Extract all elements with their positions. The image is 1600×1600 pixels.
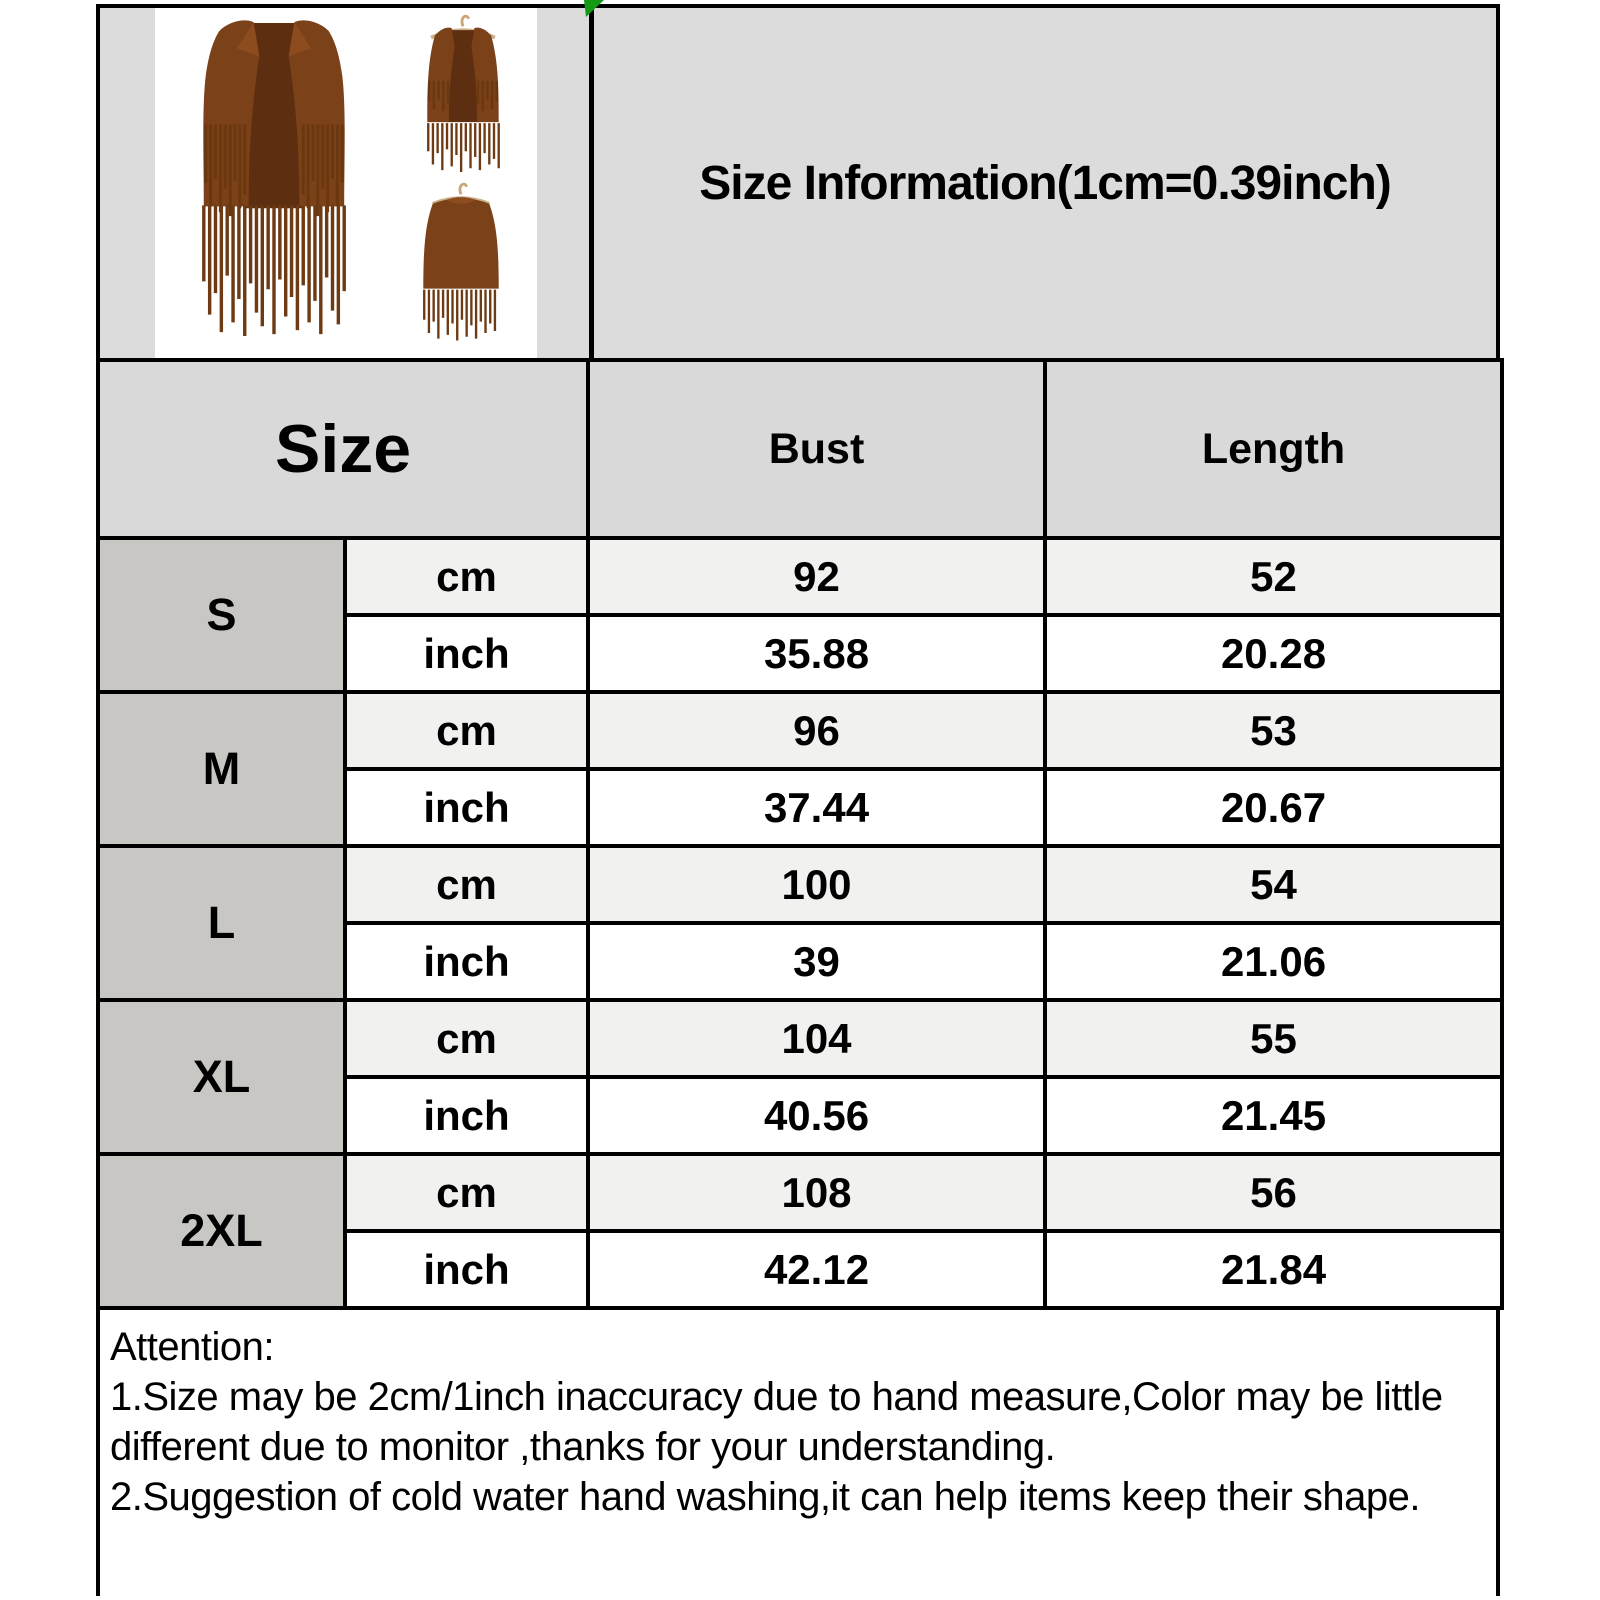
cell-s-inch-length: 20.28 <box>1045 615 1502 692</box>
header-length: Length <box>1045 360 1502 538</box>
table-row-l-cm <box>98 846 1502 923</box>
cell-l-cm-length: 54 <box>1045 846 1502 923</box>
unit-cell-2xl-inch: inch <box>345 1231 588 1308</box>
cell-xl-cm-length: 55 <box>1045 1000 1502 1077</box>
unit-cell-m-inch: inch <box>345 769 588 846</box>
cell-xl-inch-length: 21.45 <box>1045 1077 1502 1154</box>
cell-xl-cm-bust: 104 <box>588 1000 1045 1077</box>
product-photos-panel <box>100 8 589 358</box>
fringe-vest-front-image <box>157 10 391 352</box>
table-row-xl-cm <box>98 1000 1502 1077</box>
fringe-vest-front-small-image <box>401 12 525 176</box>
header-bust: Bust <box>588 360 1045 538</box>
size-table <box>96 358 1504 1310</box>
cell-m-inch-bust: 37.44 <box>588 769 1045 846</box>
size-label-xl: XL <box>98 1000 345 1154</box>
cell-2xl-cm-length: 56 <box>1045 1154 1502 1231</box>
header-size: Size <box>98 360 588 538</box>
cell-l-inch-length: 21.06 <box>1045 923 1502 1000</box>
size-label-s: S <box>98 538 345 692</box>
cell-2xl-cm-bust: 108 <box>588 1154 1045 1231</box>
attention-heading: Attention: <box>110 1325 275 1369</box>
unit-cell-xl-inch: inch <box>345 1077 588 1154</box>
table-row-m-cm <box>98 692 1502 769</box>
unit-cell-l-inch: inch <box>345 923 588 1000</box>
unit-cell-xl-cm: cm <box>345 1000 588 1077</box>
size-label-2xl: 2XL <box>98 1154 345 1308</box>
unit-cell-2xl-cm: cm <box>345 1154 588 1231</box>
table-header-row <box>98 360 1502 538</box>
cell-m-cm-length: 53 <box>1045 692 1502 769</box>
attention-line-1: 1.Size may be 2cm/1inch inaccuracy due to hand measure,Color may be little <box>110 1375 1443 1419</box>
unit-cell-s-inch: inch <box>345 615 588 692</box>
cell-2xl-inch-bust: 42.12 <box>588 1231 1045 1308</box>
top-section <box>96 4 1500 358</box>
table-row-2xl-cm <box>98 1154 1502 1231</box>
cell-m-inch-length: 20.67 <box>1045 769 1502 846</box>
page-title: Size Information(1cm=0.39inch) <box>699 156 1391 210</box>
product-photo-area <box>155 8 537 358</box>
cell-s-inch-bust: 35.88 <box>588 615 1045 692</box>
unit-cell-l-cm: cm <box>345 846 588 923</box>
cell-m-cm-bust: 96 <box>588 692 1045 769</box>
attention-line-3: 2.Suggestion of cold water hand washing,it can help items keep their shape. <box>110 1475 1420 1519</box>
attention-section <box>96 1310 1500 1596</box>
attention-line-2: different due to monitor ,thanks for your understanding. <box>110 1425 1056 1469</box>
unit-cell-s-cm: cm <box>345 538 588 615</box>
cell-l-inch-bust: 39 <box>588 923 1045 1000</box>
table-row-s-cm <box>98 538 1502 615</box>
unit-cell-m-cm: cm <box>345 692 588 769</box>
size-chart-sheet <box>96 4 1500 1596</box>
cell-2xl-inch-length: 21.84 <box>1045 1231 1502 1308</box>
cell-s-cm-length: 52 <box>1045 538 1502 615</box>
cell-s-cm-bust: 92 <box>588 538 1045 615</box>
cell-l-cm-bust: 100 <box>588 846 1045 923</box>
cell-xl-inch-bust: 40.56 <box>588 1077 1045 1154</box>
size-label-m: M <box>98 692 345 846</box>
green-corner-icon <box>584 0 604 17</box>
size-label-l: L <box>98 846 345 1000</box>
fringe-vest-back-small-image <box>395 182 527 350</box>
